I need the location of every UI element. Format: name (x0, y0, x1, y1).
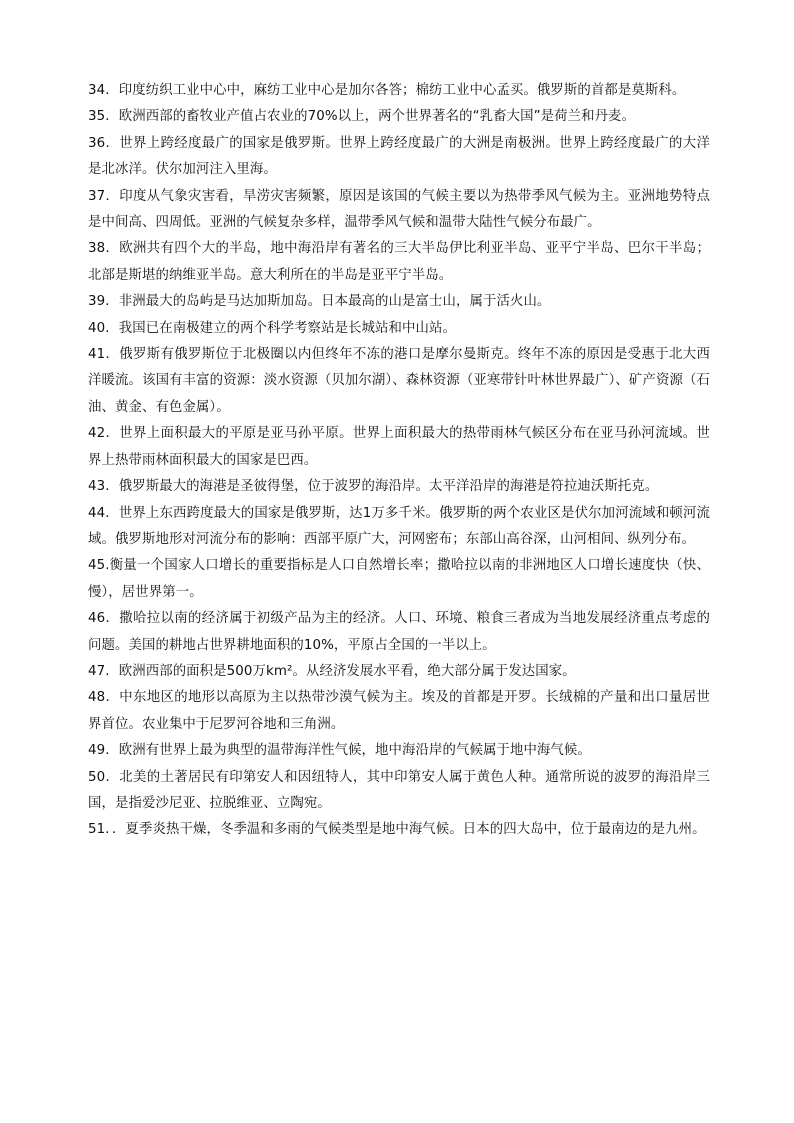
list-item-36: 36．世界上跨经度最广的国家是俄罗斯。世界上跨经度最广的大洲是南极洲。世界上跨经度最广的大洋是北冰洋。伏尔加河注入里海。 (88, 135, 710, 178)
list-item-49: 49．欧洲有世界上最为典型的温带海洋性气候，地中海沿岸的气候属于地中海气候。 (88, 743, 591, 759)
list-item-47: 47．欧洲西部的面积是500万km²。从经济发展水平看，绝大部分属于发达国家。 (88, 663, 576, 679)
list-item-40: 40．我国已在南极建立的两个科学考察站是长城站和中山站。 (88, 320, 456, 336)
list-item-45: 45.衡量一个国家人口增长的重要指标是人口自然增长率；撒哈拉以南的非洲地区人口增长速度快（快、慢），居世界第一。 (88, 558, 710, 600)
list-item-42: 42．世界上面积最大的平原是亚马孙平原。世界上面积最大的热带雨林气候区分布在亚马孙河流域。世界上热带雨林面积最大的国家是巴西。 (88, 426, 710, 468)
list-item-38: 38．欧洲共有四个大的半岛，地中海沿岸有著名的三大半岛伊比利亚半岛、亚平宁半岛、巴尔干半岛；北部是斯堪的纳维亚半岛。意大利所在的半岛是亚平宁半岛。 (88, 241, 710, 283)
list-item-39: 39．非洲最大的岛屿是马达加斯加岛。日本最高的山是富士山，属于活火山。 (88, 294, 551, 310)
list-item-35: 35．欧洲西部的畜牧业产值占农业的70%以上，两个世界著名的“乳畜大国”是荷兰和丹麦。 (88, 109, 636, 125)
list-item-37: 37．印度从气象灾害看，旱涝灾害频繁，原因是该国的气候主要以为热带季风气候为主。亚洲地势特点是中间高、四周低。亚洲的气候复杂多样，温带季风气候和温带大陆性气候分布最广。 (88, 188, 710, 231)
document-body (88, 78, 710, 844)
list-item-44: 44．世界上东西跨度最大的国家是俄罗斯，达1万多千米。俄罗斯的两个农业区是伏尔加河流域和顿河流域。俄罗斯地形对河流分布的影响：西部平原广大，河网密布；东部山高谷深，山河相间、纵列分布。 (88, 505, 710, 547)
list-item-51: 51．．夏季炎热干燥，冬季温和多雨的气候类型是地中海气候。日本的四大岛中，位于最南边的是九州。 (88, 822, 706, 838)
list-item-46: 46．撒哈拉以南的经济属于初级产品为主的经济。人口、环境、粮食三者成为当地发展经济重点考虑的问题。美国的耕地占世界耕地面积的10%，平原占全国的一半以上。 (88, 611, 710, 653)
list-item-34: 34．印度纺织工业中心中，麻纺工业中心是加尔各答；棉纺工业中心孟买。俄罗斯的首都是莫斯科。 (88, 83, 686, 98)
list-item-41: 41．俄罗斯有俄罗斯位于北极圈以内但终年不冻的港口是摩尔曼斯克。终年不冻的原因是受惠于北大西洋暖流。该国有丰富的资源：淡水资源（贝加尔湖）、森林资源（亚寒带针叶林世界最广）、矿产资源（石油、黄金、有色金属）。 (88, 347, 710, 415)
list-item-48: 48．中东地区的地形以高原为主以热带沙漠气候为主。埃及的首都是开罗。长绒棉的产量和出口量居世界首位。农业集中于尼罗河谷地和三角洲。 (88, 690, 710, 732)
list-item-50: 50．北美的土著居民有印第安人和因纽特人，其中印第安人属于黄色人种。通常所说的波罗的海沿岸三国，是指爱沙尼亚、拉脱维亚、立陶宛。 (88, 769, 710, 811)
list-item-43: 43．俄罗斯最大的海港是圣彼得堡，位于波罗的海沿岸。太平洋沿岸的海港是符拉迪沃斯托克。 (88, 479, 659, 495)
